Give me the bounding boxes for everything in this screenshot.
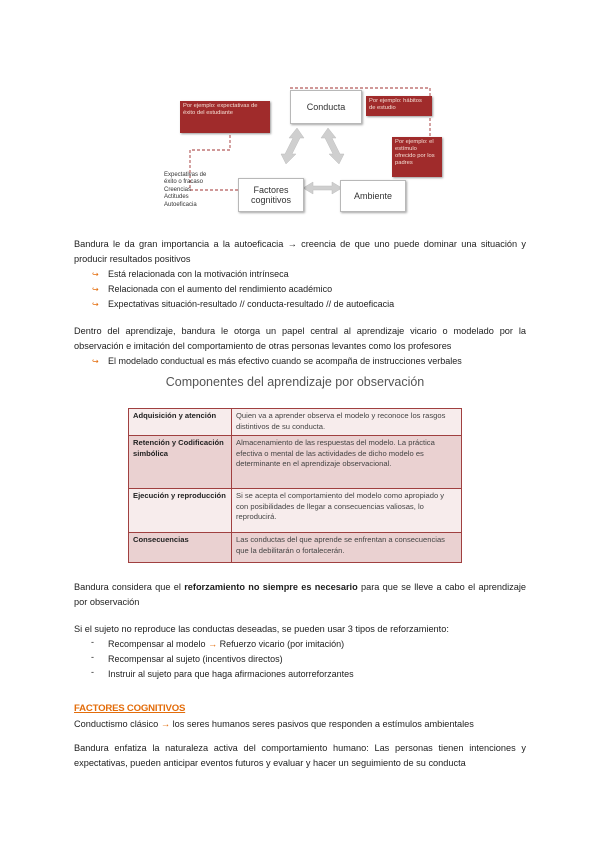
bullet-item: El modelado conductual es más efectivo cuando se acompaña de instrucciones verbales	[108, 356, 462, 366]
table-key: Adquisición y atención	[129, 409, 232, 436]
line-text: Conductismo clásico	[74, 719, 159, 729]
p3-bold: reforzamiento no siempre es necesario	[184, 582, 358, 592]
list-item-text: Refuerzo vicario (por imitación)	[219, 639, 345, 649]
node-ambiente	[340, 180, 406, 212]
right-arrow-icon: →	[208, 639, 218, 649]
bullet-item: Está relacionada con la motivación intrínseca	[108, 269, 289, 279]
paragraph-tipos-reforzamiento: Si el sujeto no reproduce las conductas deseadas, se pueden usar 3 tipos de reforzamiento:	[74, 624, 449, 634]
table-value: Las conductas del que aprende se enfrentan a consecuencias que la debilitarán o fortalecerán.	[232, 533, 462, 563]
dash-bullet: -	[91, 637, 94, 647]
paragraph-reforzamiento	[74, 580, 526, 610]
paragraph-autoeficacia: Bandura le da gran importancia a la autoeficacia → creencia de que uno puede dominar una situación y producir resultados positivos	[74, 239, 526, 264]
list-item: Recompensar al sujeto (incentivos directos)	[108, 654, 283, 664]
table-row	[129, 436, 462, 489]
cognitive-item: Creencias	[164, 186, 192, 193]
node-conducta	[290, 90, 362, 124]
table-row	[129, 409, 462, 436]
node-ambiente-label: Ambiente	[353, 191, 393, 201]
cognitive-item: éxito o fracaso	[164, 179, 204, 186]
cognitive-item: Actitudes	[164, 194, 189, 201]
table-value: Quien va a aprender observa el modelo y reconoce los rasgos distintivos de su conducta.	[232, 409, 462, 436]
dash-bullet: -	[91, 652, 94, 662]
section-heading: FACTORES COGNITIVOS	[74, 703, 186, 714]
table-value: Almacenamiento de las respuestas del modelo. La práctica efectiva o mental de las actividades de dicho modelo es determinante en el aprendizaje observacional.	[232, 436, 462, 489]
note-expectativas: Por ejemplo: expectativas de éxito del estudiante	[180, 101, 270, 133]
bullet-item: Expectativas situación-resultado // conducta-resultado // de autoeficacia	[108, 299, 395, 309]
list-item	[108, 637, 344, 652]
bullet-item: Relacionada con el aumento del rendimiento académico	[108, 284, 333, 294]
bullet-arrow-icon: ↪	[92, 285, 99, 294]
table-key: Consecuencias	[129, 533, 232, 563]
p3-text-end: para que se lleve a cabo el aprendizaje por observación	[74, 582, 526, 607]
p3-text: Bandura considera que el	[74, 582, 185, 592]
table-value: Si se acepta el comportamiento del modelo como apropiado y con posibilidades de llegar a consecuencias valiosas, lo reproducirá.	[232, 489, 462, 533]
dash-bullet: -	[91, 667, 94, 677]
node-factores-cognitivos	[238, 178, 304, 212]
cognitive-factors-list	[164, 172, 206, 209]
node-factores-label: Factores cognitivos	[250, 185, 292, 205]
node-conducta-label: Conducta	[306, 102, 346, 112]
table-key: Retención y Codificación simbólica	[129, 436, 232, 489]
cognitive-item: Autoeficacia	[164, 201, 197, 208]
bullet-arrow-icon: ↪	[92, 357, 99, 366]
paragraph-naturaleza-activa: Bandura enfatiza la naturaleza activa del comportamiento humano: Las personas tienen intenciones y expectativas, pueden anticipar eventos futuros y evaluar y hacer un seguimiento de su conducta	[74, 743, 526, 768]
paragraph-aprendizaje-vicario: Dentro del aprendizaje, bandura le otorga un papel central al aprendizaje vicario o modelado por la observación e imitación del comportamiento de otras personas levantes como los profesores	[74, 326, 526, 351]
line-text: los seres humanos seres pasivos que responden a estímulos ambientales	[172, 719, 474, 729]
right-arrow-icon: →	[160, 719, 171, 729]
cognitive-item: Expectativas de	[164, 172, 207, 178]
note-habitos: Por ejemplo: hábitos de estudio	[366, 96, 432, 116]
table-title: Componentes del aprendizaje por observación	[165, 375, 425, 389]
bullet-arrow-icon: ↪	[92, 300, 99, 309]
list-item-text: Recompensar al modelo	[108, 639, 206, 649]
list-item: Instruir al sujeto para que haga afirmaciones autorreforzantes	[108, 669, 354, 679]
table-key: Ejecución y reproducción	[129, 489, 232, 533]
observational-learning-table	[128, 408, 462, 563]
table-row	[129, 533, 462, 563]
paragraph-conductismo	[74, 717, 526, 732]
bullet-arrow-icon: ↪	[92, 270, 99, 279]
note-estimulo: Por ejemplo: el estímulo ofrecido por los padres	[392, 137, 442, 177]
table-row	[129, 489, 462, 533]
